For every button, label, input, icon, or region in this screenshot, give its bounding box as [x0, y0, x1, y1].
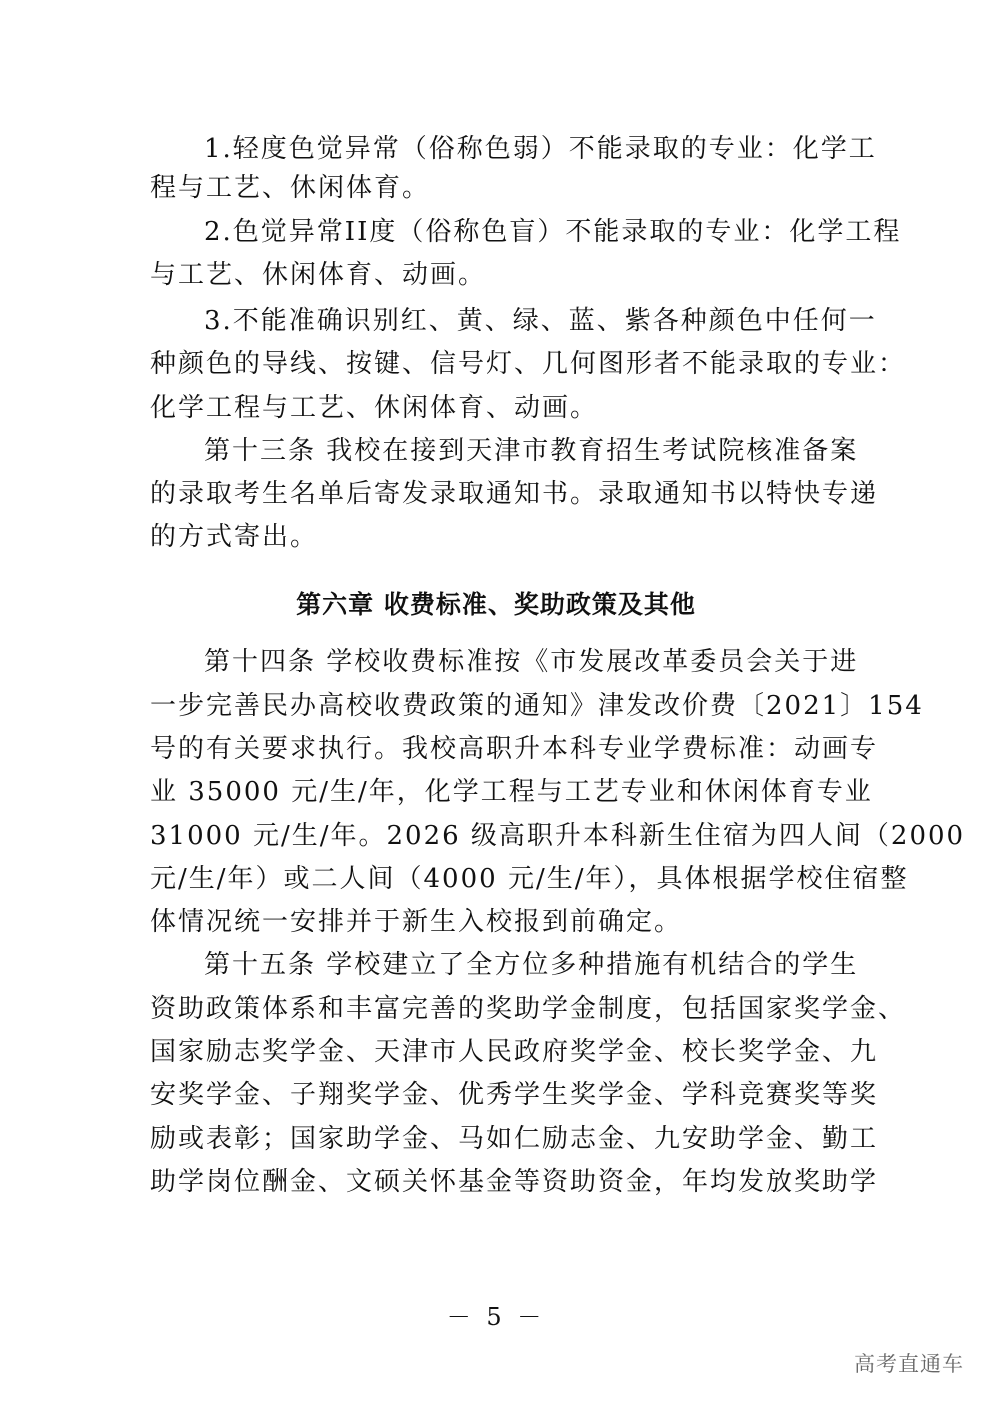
watermark: 高考直通车	[854, 1352, 964, 1376]
paragraph-line: 的录取考生名单后寄发录取通知书。录取通知书以特快专递	[150, 479, 879, 509]
paragraph-line: 国家励志奖学金、天津市人民政府奖学金、校长奖学金、九	[150, 1037, 879, 1067]
paragraph-line: 一步完善民办高校收费政策的通知》津发改价费〔2021〕154	[150, 691, 924, 721]
paragraph-line: 程与工艺、休闲体育。	[150, 173, 431, 203]
paragraph-line: 励或表彰；国家助学金、马如仁励志金、九安助学金、勤工	[150, 1124, 879, 1154]
paragraph-line: 31000 元/生/年。2026 级高职升本科新生住宿为四人间（2000	[150, 821, 966, 851]
paragraph-line: 号的有关要求执行。我校高职升本科专业学费标准：动画专	[150, 734, 879, 764]
paragraph-line: 安奖学金、子翔奖学金、优秀学生奖学金、学科竞赛奖等奖	[150, 1080, 879, 1110]
page-number: － 5 －	[446, 1303, 546, 1331]
chapter-heading: 第六章 收费标准、奖助政策及其他	[296, 590, 696, 619]
paragraph-line: 2.色觉异常II度（俗称色盲）不能录取的专业：化学工程	[204, 217, 902, 247]
paragraph-line: 1.轻度色觉异常（俗称色弱）不能录取的专业：化学工	[204, 134, 877, 164]
paragraph-line: 与工艺、休闲体育、动画。	[150, 260, 487, 290]
paragraph-line: 的方式寄出。	[150, 522, 319, 552]
paragraph-line: 第十三条 我校在接到天津市教育招生考试院核准备案	[204, 436, 859, 466]
paragraph-line: 化学工程与工艺、休闲体育、动画。	[150, 393, 599, 423]
paragraph-line: 第十五条 学校建立了全方位多种措施有机结合的学生	[204, 950, 859, 980]
paragraph-line: 第十四条 学校收费标准按《市发展改革委员会关于进	[204, 647, 859, 677]
paragraph-line: 助学岗位酬金、文硕关怀基金等资助资金，年均发放奖助学	[150, 1167, 879, 1197]
paragraph-line: 体情况统一安排并于新生入校报到前确定。	[150, 907, 683, 937]
paragraph-line: 种颜色的导线、按键、信号灯、几何图形者不能录取的专业：	[150, 349, 907, 379]
paragraph-line: 资助政策体系和丰富完善的奖助学金制度，包括国家奖学金、	[150, 994, 907, 1024]
paragraph-line: 业 35000 元/生/年，化学工程与工艺专业和休闲体育专业	[150, 777, 873, 807]
paragraph-line: 元/生/年）或二人间（4000 元/生/年），具体根据学校住宿整	[150, 864, 909, 894]
paragraph-line: 3.不能准确识别红、黄、绿、蓝、紫各种颜色中任何一	[204, 306, 877, 336]
